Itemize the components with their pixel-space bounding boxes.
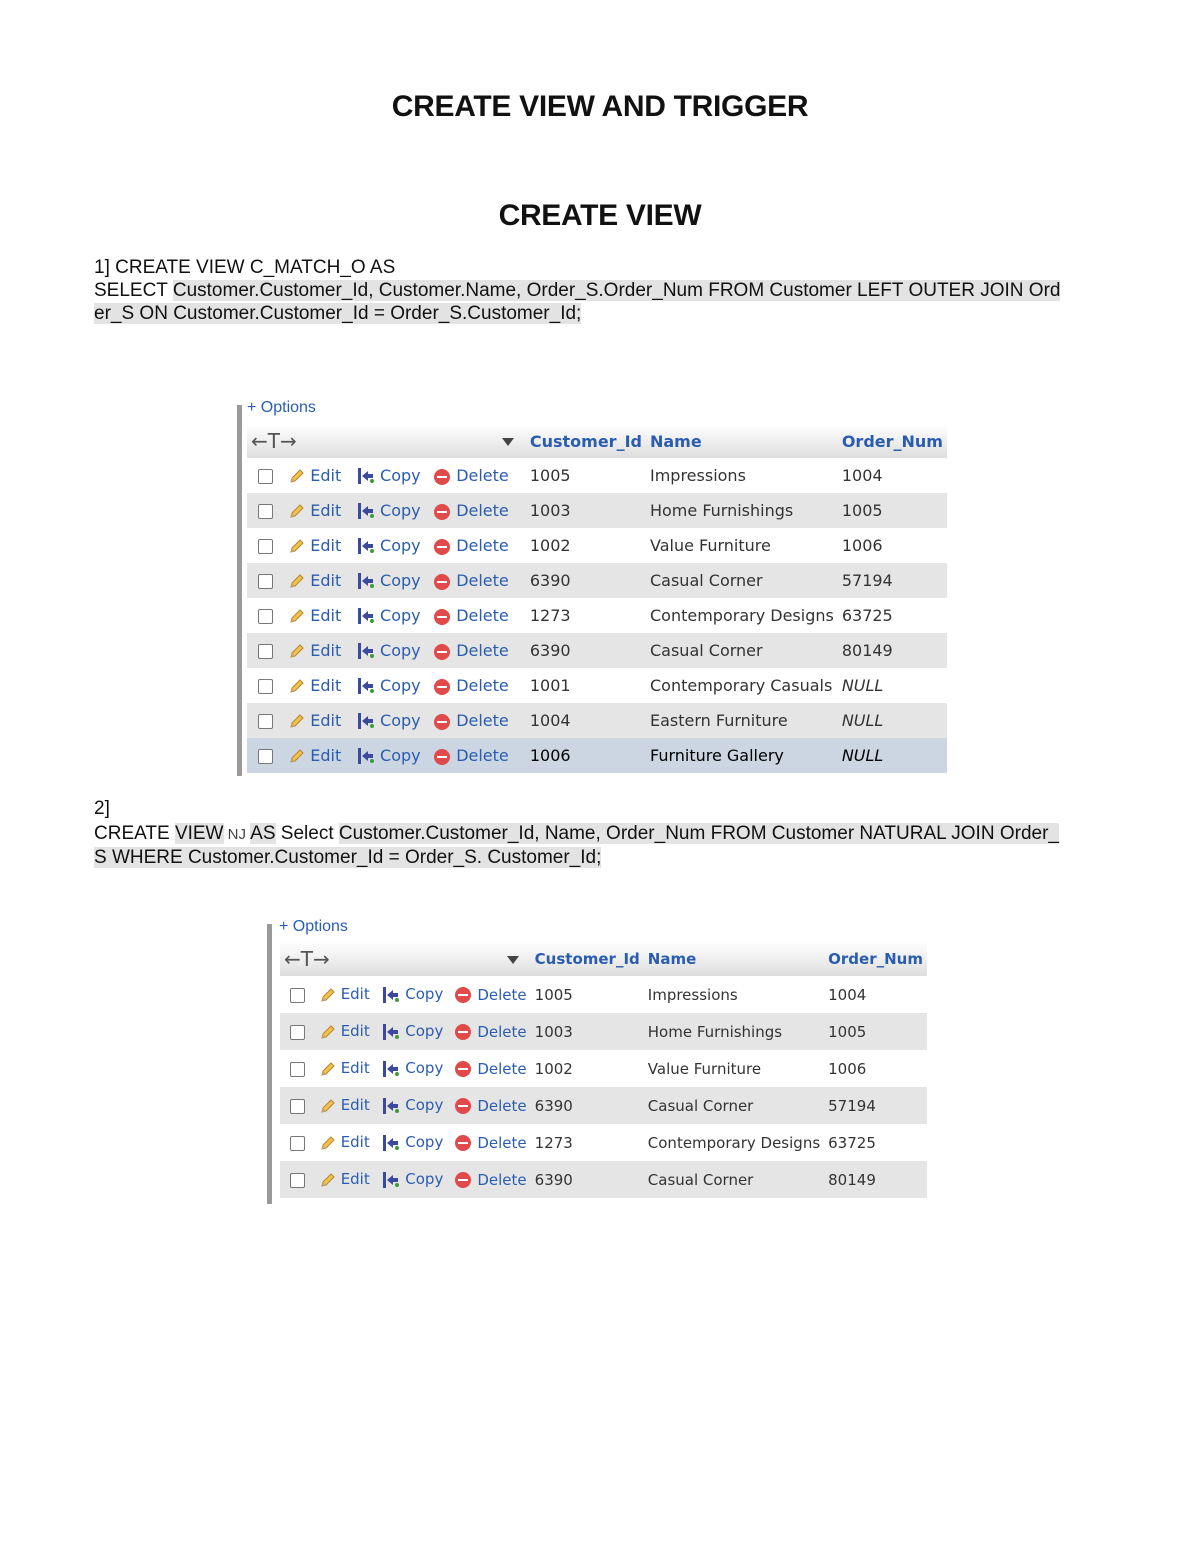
cell-customer-id: 1001 [526, 668, 646, 703]
cell-name: Value Furniture [644, 1050, 824, 1087]
edit-button[interactable]: Edit [284, 703, 352, 738]
pencil-icon [288, 607, 306, 625]
cell-customer-id: 6390 [526, 563, 646, 598]
edit-button[interactable]: Edit [315, 1124, 378, 1161]
edit-button[interactable]: Edit [315, 1161, 378, 1198]
copy-button[interactable]: Copy [352, 493, 430, 528]
copy-button[interactable]: Copy [352, 633, 430, 668]
result-grid-1 [237, 399, 949, 776]
delete-icon [434, 469, 450, 485]
edit-button[interactable]: Edit [284, 563, 352, 598]
cell-customer-id: 1005 [531, 976, 644, 1013]
cell-order-num: 1005 [824, 1013, 927, 1050]
table-row[interactable] [280, 1013, 927, 1050]
col-order-num[interactable]: Order_Num [838, 424, 947, 458]
row-checkbox[interactable] [280, 1087, 315, 1124]
copy-button[interactable]: Copy [377, 1013, 451, 1050]
table-header [280, 942, 927, 976]
nav-arrows[interactable]: ←T→ [247, 424, 430, 458]
copy-icon [356, 677, 376, 695]
cell-order-num: 63725 [824, 1124, 927, 1161]
copy-icon [381, 986, 401, 1004]
copy-button[interactable]: Copy [352, 458, 430, 493]
cell-order-num: NULL [838, 738, 947, 773]
copy-icon [356, 572, 376, 590]
delete-icon [434, 714, 450, 730]
cell-customer-id: 6390 [531, 1087, 644, 1124]
table-row[interactable] [247, 738, 947, 773]
grid-border [237, 405, 242, 776]
table-row[interactable] [247, 563, 947, 598]
edit-button[interactable]: Edit [284, 598, 352, 633]
cell-order-num: 1005 [838, 493, 947, 528]
table-row[interactable] [247, 458, 947, 493]
cell-customer-id: 1003 [526, 493, 646, 528]
copy-button[interactable]: Copy [352, 598, 430, 633]
edit-button[interactable]: Edit [284, 633, 352, 668]
copy-button[interactable]: Copy [377, 976, 451, 1013]
table-row[interactable] [247, 493, 947, 528]
query-2-line-2: S WHERE Customer.Customer_Id = Order_S. Customer_Id; [94, 847, 602, 868]
copy-icon [356, 642, 376, 660]
copy-icon [356, 467, 376, 485]
query-2 [94, 797, 1104, 869]
row-checkbox[interactable] [247, 738, 284, 773]
edit-button[interactable]: Edit [284, 668, 352, 703]
edit-button[interactable]: Edit [284, 493, 352, 528]
edit-button[interactable]: Edit [284, 458, 352, 493]
delete-button[interactable]: Delete [430, 493, 526, 528]
delete-icon [455, 1024, 471, 1040]
row-checkbox[interactable] [247, 563, 284, 598]
delete-button[interactable]: Delete [430, 633, 526, 668]
table-row[interactable] [280, 1087, 927, 1124]
copy-icon [381, 1171, 401, 1189]
delete-button[interactable]: Delete [451, 1161, 530, 1198]
copy-button[interactable]: Copy [377, 1124, 451, 1161]
copy-button[interactable]: Copy [352, 703, 430, 738]
cell-customer-id: 1273 [526, 598, 646, 633]
delete-icon [434, 539, 450, 555]
table-row[interactable] [280, 1050, 927, 1087]
pencil-icon [288, 537, 306, 555]
row-checkbox[interactable] [280, 1013, 315, 1050]
copy-icon [356, 747, 376, 765]
query-1-line-1: SELECT Customer.Customer_Id, Customer.Name, Order_S.Order_Num FROM Customer LEFT OUTER JOIN Ord [94, 280, 1061, 301]
delete-button[interactable]: Delete [430, 668, 526, 703]
pencil-icon [288, 677, 306, 695]
delete-icon [434, 679, 450, 695]
pencil-icon [288, 467, 306, 485]
col-name[interactable]: Name [644, 942, 824, 976]
copy-button[interactable]: Copy [352, 668, 430, 703]
document-title: CREATE VIEW AND TRIGGER [391, 90, 809, 123]
cell-order-num: 57194 [838, 563, 947, 598]
row-checkbox[interactable] [247, 493, 284, 528]
delete-button[interactable]: Delete [430, 458, 526, 493]
row-checkbox[interactable] [247, 668, 284, 703]
pencil-icon [319, 1060, 337, 1078]
table-header [247, 424, 947, 458]
col-customer-id[interactable]: Customer_Id [531, 942, 644, 976]
cell-name: Contemporary Designs [644, 1124, 824, 1161]
delete-button[interactable]: Delete [430, 703, 526, 738]
delete-icon [434, 609, 450, 625]
row-checkbox[interactable] [280, 976, 315, 1013]
delete-icon [455, 987, 471, 1003]
cell-name: Furniture Gallery [646, 738, 838, 773]
cell-customer-id: 1002 [531, 1050, 644, 1087]
copy-icon [356, 607, 376, 625]
cell-order-num: 80149 [838, 633, 947, 668]
delete-icon [455, 1172, 471, 1188]
cell-customer-id: 1005 [526, 458, 646, 493]
copy-icon [356, 537, 376, 555]
cell-name: Home Furnishings [646, 493, 838, 528]
result-table-1 [247, 424, 947, 773]
options-link[interactable]: + Options [279, 918, 348, 935]
cell-order-num: 80149 [824, 1161, 927, 1198]
col-name[interactable]: Name [646, 424, 838, 458]
copy-icon [356, 712, 376, 730]
row-checkbox[interactable] [280, 1124, 315, 1161]
table-row[interactable] [247, 668, 947, 703]
query-2-line-1: CREATE VIEW NJ AS Select Customer.Customer_Id, Name, Order_Num FROM Customer NATURAL JOIN Order_ [94, 823, 1059, 844]
cell-order-num: 63725 [838, 598, 947, 633]
pencil-icon [319, 1134, 337, 1152]
copy-button[interactable]: Copy [377, 1087, 451, 1124]
cell-order-num: 57194 [824, 1087, 927, 1124]
nav-arrows[interactable]: ←T→ [280, 942, 451, 976]
query-2-label: 2] [94, 798, 110, 819]
cell-name: Impressions [646, 458, 838, 493]
copy-button[interactable]: Copy [377, 1161, 451, 1198]
edit-button[interactable]: Edit [284, 528, 352, 563]
table-row[interactable] [247, 703, 947, 738]
edit-button[interactable]: Edit [284, 738, 352, 773]
pencil-icon [319, 1097, 337, 1115]
row-checkbox[interactable] [247, 598, 284, 633]
edit-button[interactable]: Edit [315, 1087, 378, 1124]
cell-customer-id: 1004 [526, 703, 646, 738]
delete-button[interactable]: Delete [451, 1124, 530, 1161]
pencil-icon [319, 1023, 337, 1041]
delete-button[interactable]: Delete [451, 976, 530, 1013]
pencil-icon [319, 986, 337, 1004]
delete-icon [434, 644, 450, 660]
col-order-num[interactable]: Order_Num [824, 942, 927, 976]
cell-order-num: 1004 [838, 458, 947, 493]
query-1 [94, 256, 1104, 325]
cell-name: Impressions [644, 976, 824, 1013]
cell-customer-id: 6390 [531, 1161, 644, 1198]
row-checkbox[interactable] [247, 458, 284, 493]
table-row[interactable] [280, 1124, 927, 1161]
copy-button[interactable]: Copy [377, 1050, 451, 1087]
section-title: CREATE VIEW [498, 199, 702, 232]
pencil-icon [288, 502, 306, 520]
cell-name: Contemporary Casuals [646, 668, 838, 703]
edit-button[interactable]: Edit [315, 1050, 378, 1087]
delete-icon [434, 749, 450, 765]
cell-order-num: NULL [838, 703, 947, 738]
cell-name: Eastern Furniture [646, 703, 838, 738]
cell-order-num: 1004 [824, 976, 927, 1013]
pencil-icon [319, 1171, 337, 1189]
cell-customer-id: 1002 [526, 528, 646, 563]
delete-icon [455, 1098, 471, 1114]
row-checkbox[interactable] [280, 1161, 315, 1198]
pencil-icon [288, 572, 306, 590]
row-checkbox[interactable] [247, 528, 284, 563]
delete-button[interactable]: Delete [451, 1087, 530, 1124]
table-row[interactable] [247, 598, 947, 633]
sort-icon[interactable] [430, 424, 526, 458]
delete-button[interactable]: Delete [430, 598, 526, 633]
col-customer-id[interactable]: Customer_Id [526, 424, 646, 458]
edit-button[interactable]: Edit [315, 1013, 378, 1050]
cell-name: Casual Corner [646, 563, 838, 598]
table-row[interactable] [280, 1161, 927, 1198]
cell-name: Casual Corner [644, 1161, 824, 1198]
cell-customer-id: 6390 [526, 633, 646, 668]
cell-name: Casual Corner [646, 633, 838, 668]
table-row[interactable] [280, 976, 927, 1013]
table-row[interactable] [247, 633, 947, 668]
row-checkbox[interactable] [247, 703, 284, 738]
delete-button[interactable]: Delete [430, 563, 526, 598]
cell-name: Contemporary Designs [646, 598, 838, 633]
cell-order-num: NULL [838, 668, 947, 703]
delete-button[interactable]: Delete [430, 528, 526, 563]
grid-border [267, 924, 272, 1204]
result-table-2 [280, 942, 927, 1198]
delete-button[interactable]: Delete [451, 1050, 530, 1087]
sort-icon[interactable] [451, 942, 530, 976]
copy-icon [381, 1097, 401, 1115]
copy-icon [356, 502, 376, 520]
cell-customer-id: 1003 [531, 1013, 644, 1050]
delete-icon [455, 1135, 471, 1151]
cell-name: Casual Corner [644, 1087, 824, 1124]
pencil-icon [288, 642, 306, 660]
copy-icon [381, 1134, 401, 1152]
delete-button[interactable]: Delete [430, 738, 526, 773]
cell-name: Value Furniture [646, 528, 838, 563]
pencil-icon [288, 747, 306, 765]
query-1-label: 1] CREATE VIEW C_MATCH_O AS [94, 257, 396, 278]
cell-customer-id: 1006 [526, 738, 646, 773]
result-grid-2 [267, 918, 929, 1204]
row-checkbox[interactable] [247, 633, 284, 668]
cell-order-num: 1006 [838, 528, 947, 563]
cell-customer-id: 1273 [531, 1124, 644, 1161]
table-row[interactable] [247, 528, 947, 563]
cell-order-num: 1006 [824, 1050, 927, 1087]
edit-button[interactable]: Edit [315, 976, 378, 1013]
copy-icon [381, 1023, 401, 1041]
query-1-line-2: er_S ON Customer.Customer_Id = Order_S.Customer_Id; [94, 303, 582, 324]
delete-icon [455, 1061, 471, 1077]
copy-icon [381, 1060, 401, 1078]
row-checkbox[interactable] [280, 1050, 315, 1087]
copy-button[interactable]: Copy [352, 738, 430, 773]
delete-icon [434, 574, 450, 590]
copy-button[interactable]: Copy [352, 563, 430, 598]
pencil-icon [288, 712, 306, 730]
copy-button[interactable]: Copy [352, 528, 430, 563]
cell-name: Home Furnishings [644, 1013, 824, 1050]
delete-icon [434, 504, 450, 520]
options-link[interactable]: + Options [247, 399, 316, 416]
delete-button[interactable]: Delete [451, 1013, 530, 1050]
